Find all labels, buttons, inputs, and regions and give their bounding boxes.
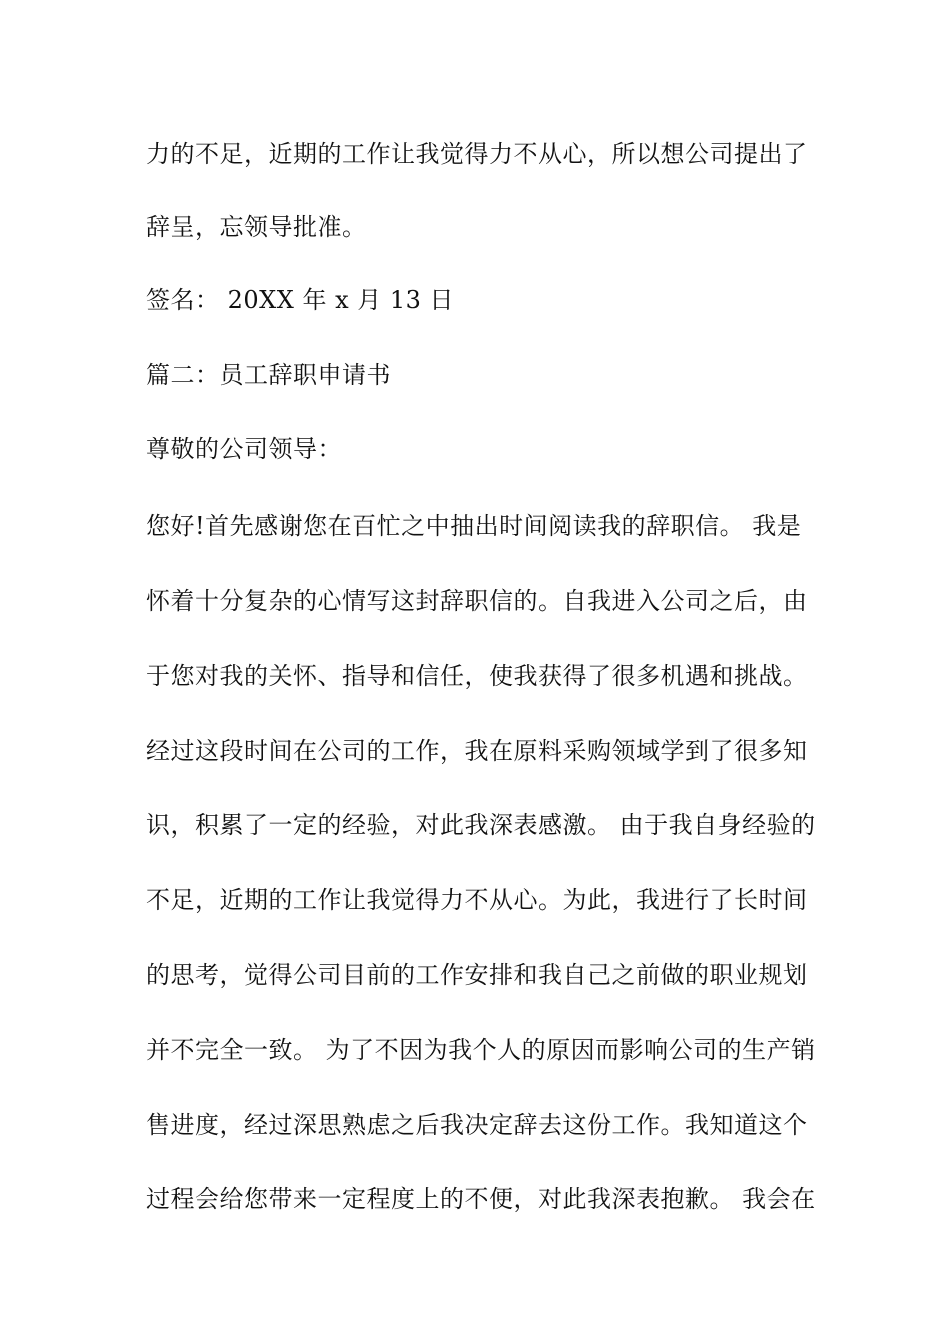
text-line: 于您对我的关怀、指导和信任，使我获得了很多机遇和挑战。: [146, 662, 808, 690]
salutation: 尊敬的公司领导：: [146, 435, 342, 463]
signature-date-line: 签名： 20XX 年 x 月 13 日: [146, 286, 455, 314]
text-line: 并不完全一致。 为了不因为我个人的原因而影响公司的生产销: [146, 1036, 816, 1064]
text-line: 过程会给您带来一定程度上的不便，对此我深表抱歉。 我会在: [146, 1185, 816, 1213]
text-line: 辞呈，忘领导批准。: [146, 213, 367, 241]
text-line: 经过这段时间在公司的工作，我在原料采购领域学到了很多知: [146, 737, 808, 765]
text-line: 不足，近期的工作让我觉得力不从心。为此，我进行了长时间: [146, 886, 808, 914]
section-heading: 篇二：员工辞职申请书: [146, 361, 391, 389]
text-line: 的思考，觉得公司目前的工作安排和我自己之前做的职业规划: [146, 961, 808, 989]
text-line: 识，积累了一定的经验，对此我深表感激。 由于我自身经验的: [146, 811, 816, 839]
text-line: 售进度，经过深思熟虑之后我决定辞去这份工作。我知道这个: [146, 1111, 808, 1139]
text-line: 怀着十分复杂的心情写这封辞职信的。自我进入公司之后，由: [146, 587, 808, 615]
text-line: 力的不足，近期的工作让我觉得力不从心，所以想公司提出了: [146, 140, 808, 168]
text-line: 您好!首先感谢您在百忙之中抽出时间阅读我的辞职信。 我是: [146, 512, 802, 540]
